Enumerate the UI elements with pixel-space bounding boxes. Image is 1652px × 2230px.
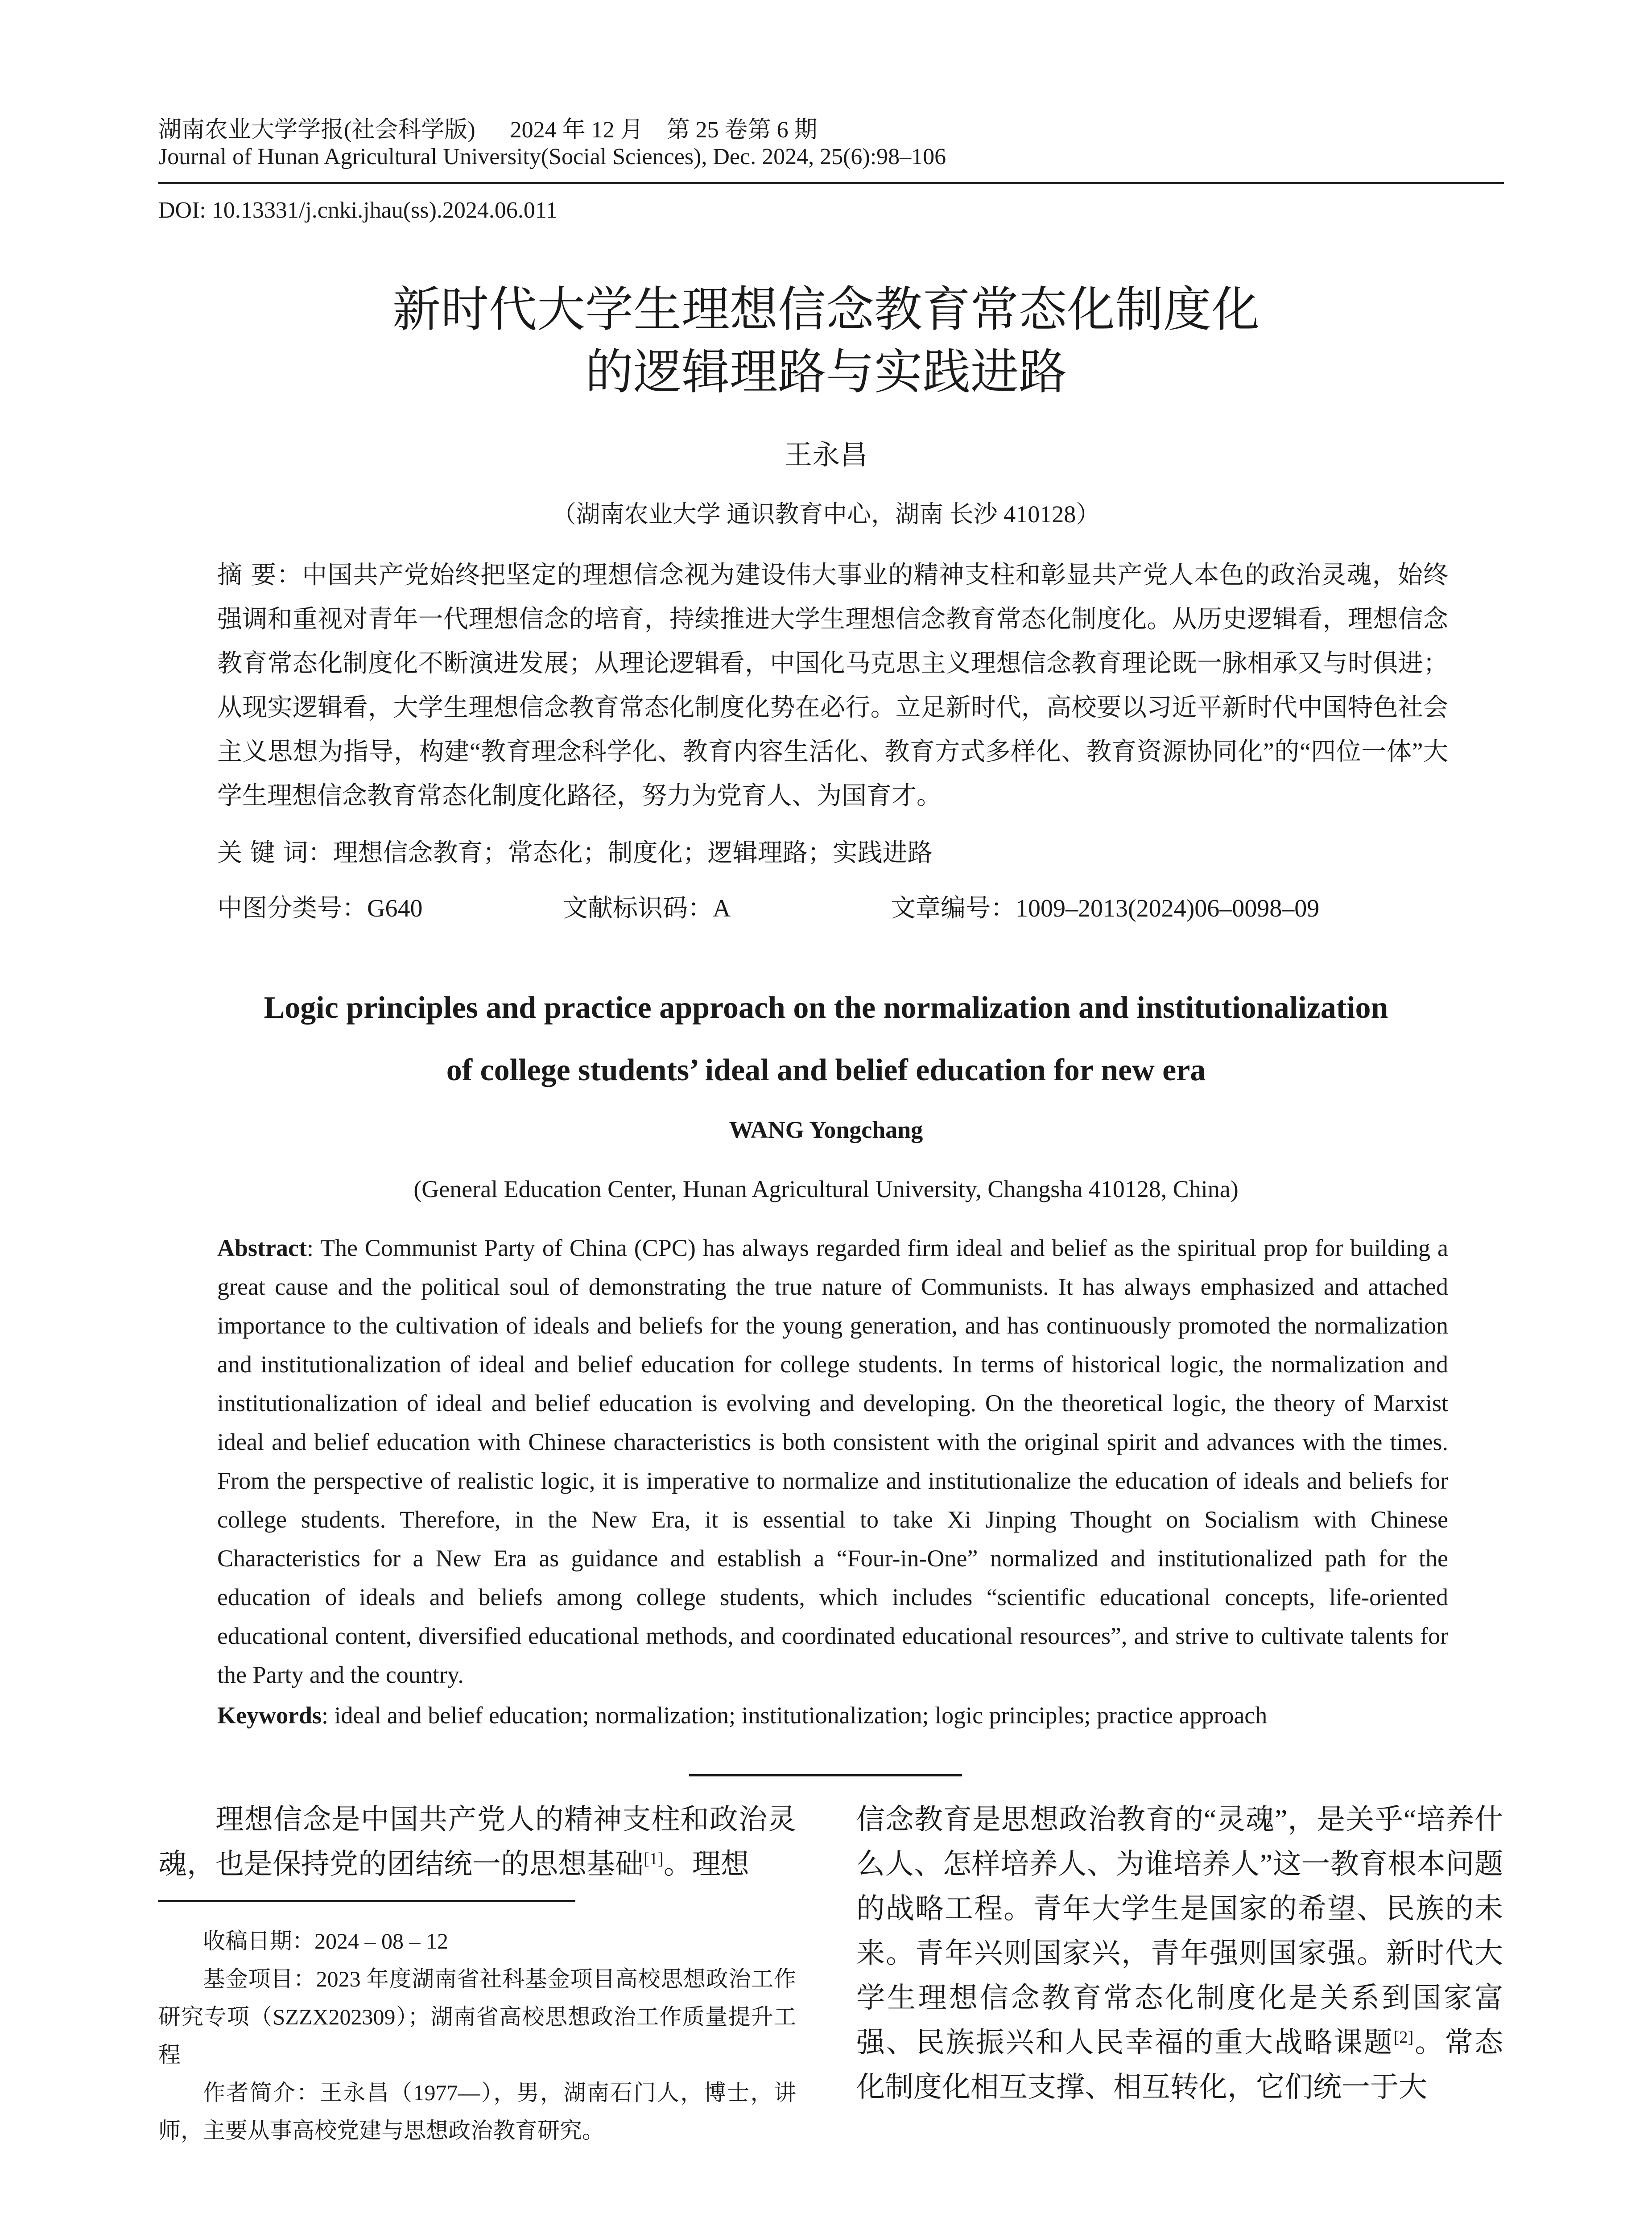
- doc-label: 文献标识码：: [563, 894, 713, 923]
- abstract-cn-label: 摘 要：: [217, 561, 302, 590]
- footnote-divider: [158, 1900, 575, 1902]
- keywords-en-label: Keywords: [217, 1702, 322, 1729]
- citation-ref-1: [1]: [644, 1849, 664, 1868]
- received-label: 收稿日期：: [203, 1928, 314, 1954]
- document-code: [563, 888, 731, 924]
- clc-number: [217, 888, 422, 924]
- keywords-cn: [217, 833, 933, 869]
- fund-value: 2023 年度湖南省社科基金项目高校思想政治工作研究专项（SZZX202309）；湖南省高校思想政治工作质量提升工程: [158, 1966, 797, 2067]
- body-left-column: [158, 1797, 796, 1887]
- abstract-en-text: : The Communist Party of China (CPC) has always regarded firm ideal and belief as the spiritual prop for building a great cause and the political soul of demonstrating the true nature of Communists. It has always emphasized and attached importance to the cultivation of ideals and beliefs for the young generation, and has continuously promoted the normalization and institutionalization of ideal and belief education for college students. In terms of historical logic, the normalization and institutionalization of ideal and belief education is evolving and developing. On the theoretical logic, the theory of Marxist ideal and belief education with Chinese characteristics is both consistent with the original spirit and advances with the times. From the perspective of realistic logic, it is imperative to normalize and institutionalize the education of ideals and beliefs for college students. Therefore, in the New Era, it is essential to take Xi Jinping Thought on Socialism with Chinese Characteristics for a New Era as guidance and establish a “Four-in-One” normalized and institutionalized path for the education of ideals and beliefs among college students, which includes “scientific educational concepts, life-oriented educational content, diversified educational methods, and coordinated educational resources”, and strive to cultivate talents for the Party and the country.: [217, 1235, 1448, 1688]
- footnote-author: [158, 2074, 796, 2150]
- title-en-line1: Logic principles and practice approach on the normalization and institutionalization: [264, 991, 1388, 1025]
- footnote-received: [158, 1922, 796, 1960]
- author-bio-label: 作者简介：: [203, 2080, 320, 2106]
- affiliation-en: (General Education Center, Hunan Agricultural University, Changsha 410128, China): [413, 1176, 1239, 1202]
- keywords-en: [217, 1701, 1267, 1729]
- author-bio-value: 王永昌（1977—），男，湖南石门人，博士，讲师，主要从事高校党建与思想政治教育研究。: [158, 2080, 797, 2143]
- article-label: 文章编号：: [891, 894, 1016, 923]
- received-value: 2024 – 08 – 12: [314, 1929, 448, 1953]
- abstract-en-label: Abstract: [217, 1235, 307, 1261]
- body-left-tail: 。理想: [663, 1848, 749, 1880]
- doc-value: A: [713, 895, 731, 922]
- title-cn-line2: 的逻辑理路与实践进路: [585, 344, 1067, 400]
- clc-label: 中图分类号：: [217, 894, 367, 923]
- body-right-column: [856, 1797, 1503, 2110]
- doi: DOI: 10.13331/j.cnki.jhau(ss).2024.06.011: [158, 198, 558, 223]
- footnote-fund: [158, 1960, 796, 2074]
- keywords-cn-label: 关 键 词：: [217, 838, 333, 867]
- abstract-cn: [217, 553, 1448, 818]
- footnotes: [158, 1922, 796, 2150]
- author-cn: 王永昌: [784, 438, 867, 471]
- journal-header-en: Journal of Hunan Agricultural University(Social Sciences), Dec. 2024, 25(6):98–106: [158, 144, 946, 169]
- clc-value: G640: [367, 895, 423, 922]
- citation-ref-2: [2]: [1393, 2028, 1414, 2047]
- title-en-line2: of college students’ ideal and belief education for new era: [446, 1053, 1206, 1087]
- body-right-tail: 。常态化制度化相互支撑、相互转化，它们统一于大: [856, 2027, 1503, 2103]
- keywords-cn-text: 理想信念教育；常态化；制度化；逻辑理路；实践进路: [333, 839, 933, 867]
- article-number: [891, 888, 1319, 924]
- abstract-cn-text: 中国共产党始终把坚定的理想信念视为建设伟大事业的精神支柱和彰显共产党人本色的政治灵魂，始终强调和重视对青年一代理想信念的培育，持续推进大学生理想信念教育常态化制度化。从历史逻辑看，理想信念教育常态化制度化不断演进发展；从理论逻辑看，中国化马克思主义理想信念教育理论既一脉相承又与时俱进；从现实逻辑看，大学生理想信念教育常态化制度化势在必行。立足新时代，高校要以习近平新时代中国特色社会主义思想为指导，构建“教育理念科学化、教育内容生活化、教育方式多样化、教育资源协同化”的“四位一体”大学生理想信念教育常态化制度化路径，努力为党育人、为国育才。: [217, 562, 1448, 810]
- journal-header-cn: 湖南农业大学学报(社会科学版) 2024 年 12 月 第 25 卷第 6 期: [158, 117, 818, 143]
- affiliation-cn: （湖南农业大学 通识教育中心，湖南 长沙 410128）: [552, 501, 1100, 528]
- header-divider: [158, 182, 1504, 184]
- section-divider: [689, 1774, 962, 1776]
- body-left-text: 理想信念是中国共产党人的精神支柱和政治灵魂，也是保持党的团结统一的思想基础: [158, 1804, 796, 1880]
- abstract-en: [217, 1229, 1448, 1694]
- body-right-text: 信念教育是思想政治教育的“灵魂”，是关乎“培养什么人、怎样培养人、为谁培养人”这一教育根本问题的战略工程。青年大学生是国家的希望、民族的未来。青年兴则国家兴，青年强则国家强。新时代大学生理想信念教育常态化制度化是关系到国家富强、民族振兴和人民幸福的重大战略课题: [856, 1804, 1503, 2058]
- keywords-en-text: : ideal and belief education; normalization; institutionalization; logic principles; practice approach: [321, 1702, 1268, 1729]
- article-value: 1009–2013(2024)06–0098–09: [1016, 895, 1320, 922]
- fund-label: 基金项目：: [203, 1966, 316, 1992]
- title-cn-line1: 新时代大学生理想信念教育常态化制度化: [392, 282, 1260, 338]
- author-en: WANG Yongchang: [729, 1116, 923, 1143]
